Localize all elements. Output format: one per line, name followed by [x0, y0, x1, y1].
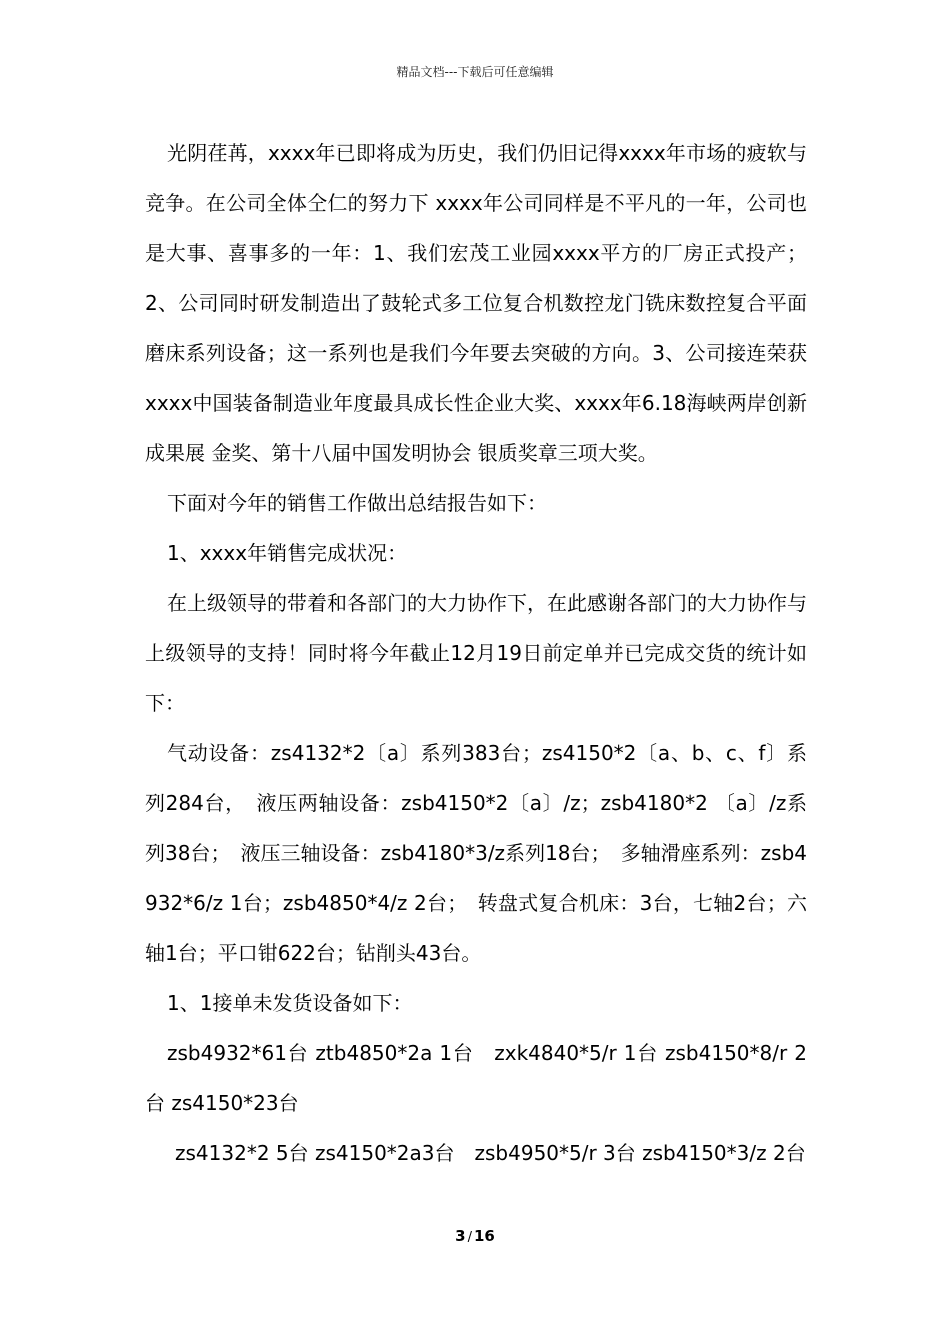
unshipped-list-line-1: zsb4932*61台 ztb4850*2a 1台 zxk4840*5/r 1台 zsb4150*8/r 2台 zs4150*23台 [145, 1041, 807, 1115]
intro-paragraph: 光阴荏苒，xxxx年已即将成为历史，我们仍旧记得xxxx年市场的疲软与竞争。在公司全体仝仁的努力下 xxxx年公司同样是不平凡的一年，公司也是大事、喜事多的一年：1、我们宏茂工业园xxxx平方的厂房正式投产；2、公司同时研发制造出了鼓轮式多工位复合机数控龙门铣床数控复合平面磨床系列设备；这一系列也是我们今年要去突破的方向。3、公司接连荣获xxxx中国装备制造业年度最具成长性企业大奖、xxxx年6.18海峡两岸创新成果展 金奖、第十八届中国发明协会 银质奖章三项大奖。 [145, 141, 807, 465]
equipment-stats-paragraph: 气动设备：zs4132*2〔a〕系列383台；zs4150*2〔a、b、c、f〕系列284台， 液压两轴设备：zsb4150*2〔a〕/z；zsb4180*2 〔a〕/z系列38台； 液压三轴设备：zsb4180*3/z系列18台； 多轴滑座系列：zsb4932*6/z 1台；zsb4850*4/z 2台； 转盘式复合机床：3台，七轴2台；六轴1台；平口钳622台；钻削头43台。 [145, 741, 807, 965]
page-header [0, 64, 950, 80]
page-number [0, 1226, 950, 1248]
report-intro-paragraph: 下面对今年的销售工作做出总结报告如下： [167, 491, 547, 515]
header-text: 精品文档---下载后可任意编辑 [396, 65, 554, 79]
current-page-number: 3 [455, 1227, 466, 1245]
unshipped-list-line-2: zs4132*2 5台 zs4150*2a3台 zsb4950*5/r 3台 zsb4150*3/z 2台 [175, 1141, 806, 1165]
section-heading-sales-status: 1、xxxx年销售完成状况： [167, 541, 408, 565]
total-pages-number: 16 [473, 1227, 495, 1245]
section-heading-unshipped: 1、1接单未发货设备如下： [167, 991, 413, 1015]
page-separator: / [467, 1230, 472, 1245]
document-body [145, 128, 807, 1178]
thanks-paragraph: 在上级领导的带着和各部门的大力协作下，在此感谢各部门的大力协作与上级领导的支持！同时将今年截止12月19日前定单并已完成交货的统计如下： [145, 591, 807, 715]
